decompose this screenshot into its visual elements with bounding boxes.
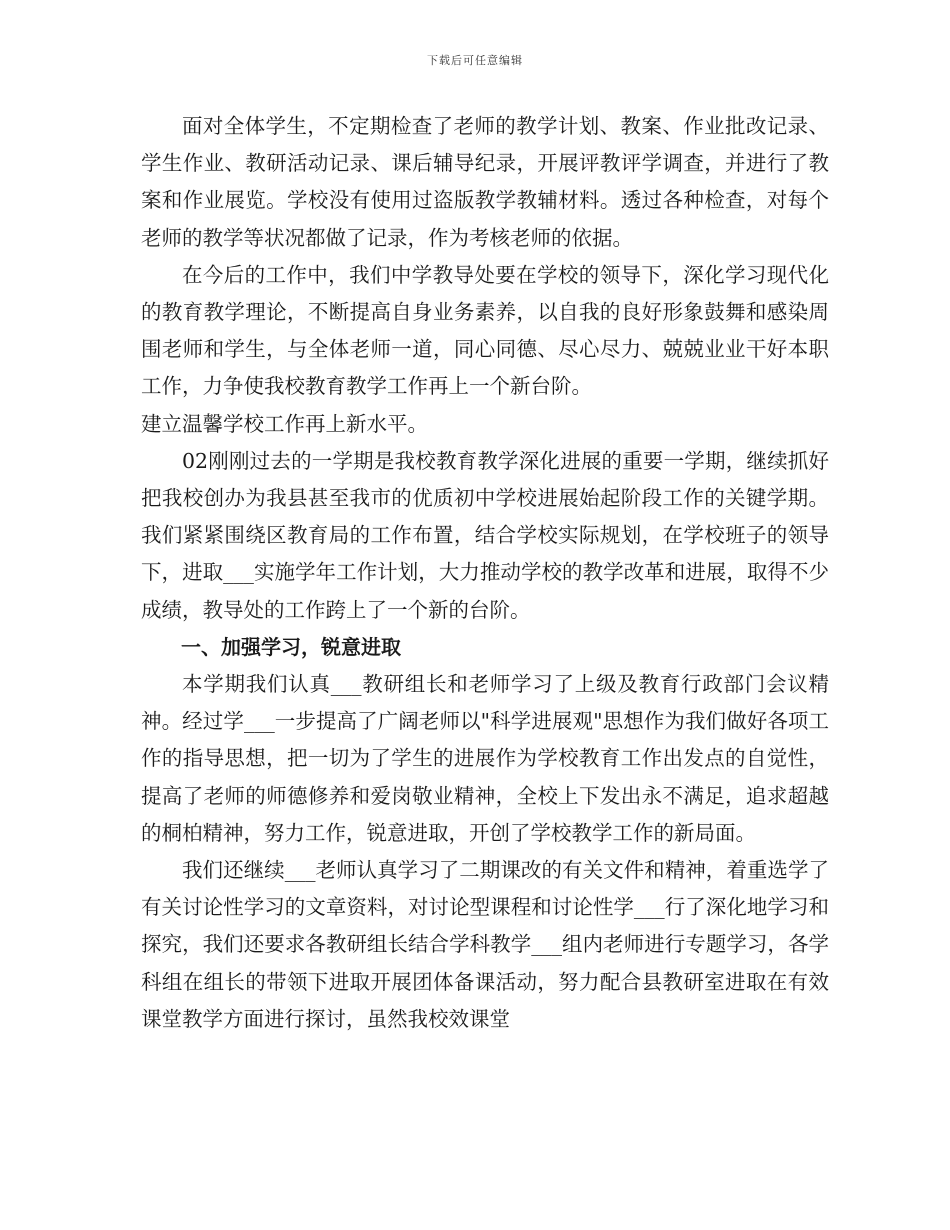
paragraph-2: 在今后的工作中，我们中学教导处要在学校的领导下，深化学习现代化的教育教学理论，不断提高自身业务素养，以自我的良好形象鼓舞和感染周围老师和学生，与全体老师一道，同心同德、尽心尽力、兢兢业业干好本职工作，力争使我校教育教学工作再上一个新台阶。 <box>141 262 829 399</box>
paragraph-3: 建立温馨学校工作再上新水平。 <box>141 411 428 436</box>
page-header: 下载后可任意编辑 <box>427 54 523 67</box>
paragraph-4: 02刚刚过去的一学期是我校教育教学深化进展的重要一学期，继续抓好把我校创办为我县甚至我市的优质初中学校进展始起阶段工作的关键学期。我们紧紧围绕区教育局的工作布置，结合学校实际规划，在学校班子的领导下，进取___实施学年工作计划，大力推动学校的教学改革和进展，取得不少成绩，教导处的工作跨上了一个新的台阶。 <box>141 448 829 622</box>
paragraph-1: 面对全体学生，不定期检查了老师的教学计划、教案、作业批改记录、学生作业、教研活动记录、课后辅导纪录，开展评教评学调查，并进行了教案和作业展览。学校没有使用过盗版教学教辅材料。透过各种检查，对每个老师的教学等状况都做了记录，作为考核老师的依据。 <box>141 114 829 250</box>
paragraph-5: 本学期我们认真___教研组长和老师学习了上级及教育行政部门会议精神。经过学___一步提高了广阔老师以"科学进展观"思想作为我们做好各项工作的指导思想，把一切为了学生的进展作为学校教育工作出发点的自觉性，提高了老师的师德修养和爱岗敬业精神，全校上下发出永不满足，追求超越的桐柏精神，努力工作，锐意进取，开创了学校教学工作的新局面。 <box>141 672 829 845</box>
document-body <box>141 108 829 1038</box>
section-heading: 一、加强学习，锐意进取 <box>181 634 401 659</box>
paragraph-6: 我们还继续___老师认真学习了二期课改的有关文件和精神，着重选学了有关讨论性学习的文章资料，对讨论型课程和讨论性学___行了深化地学习和探究，我们还要求各教研组长结合学科教学___组内老师进行专题学习，各学科组在组长的带领下进取开展团体备课活动，努力配合县教研室进取在有效课堂教学方面进行探讨，虽然我校效课堂 <box>141 858 829 1031</box>
